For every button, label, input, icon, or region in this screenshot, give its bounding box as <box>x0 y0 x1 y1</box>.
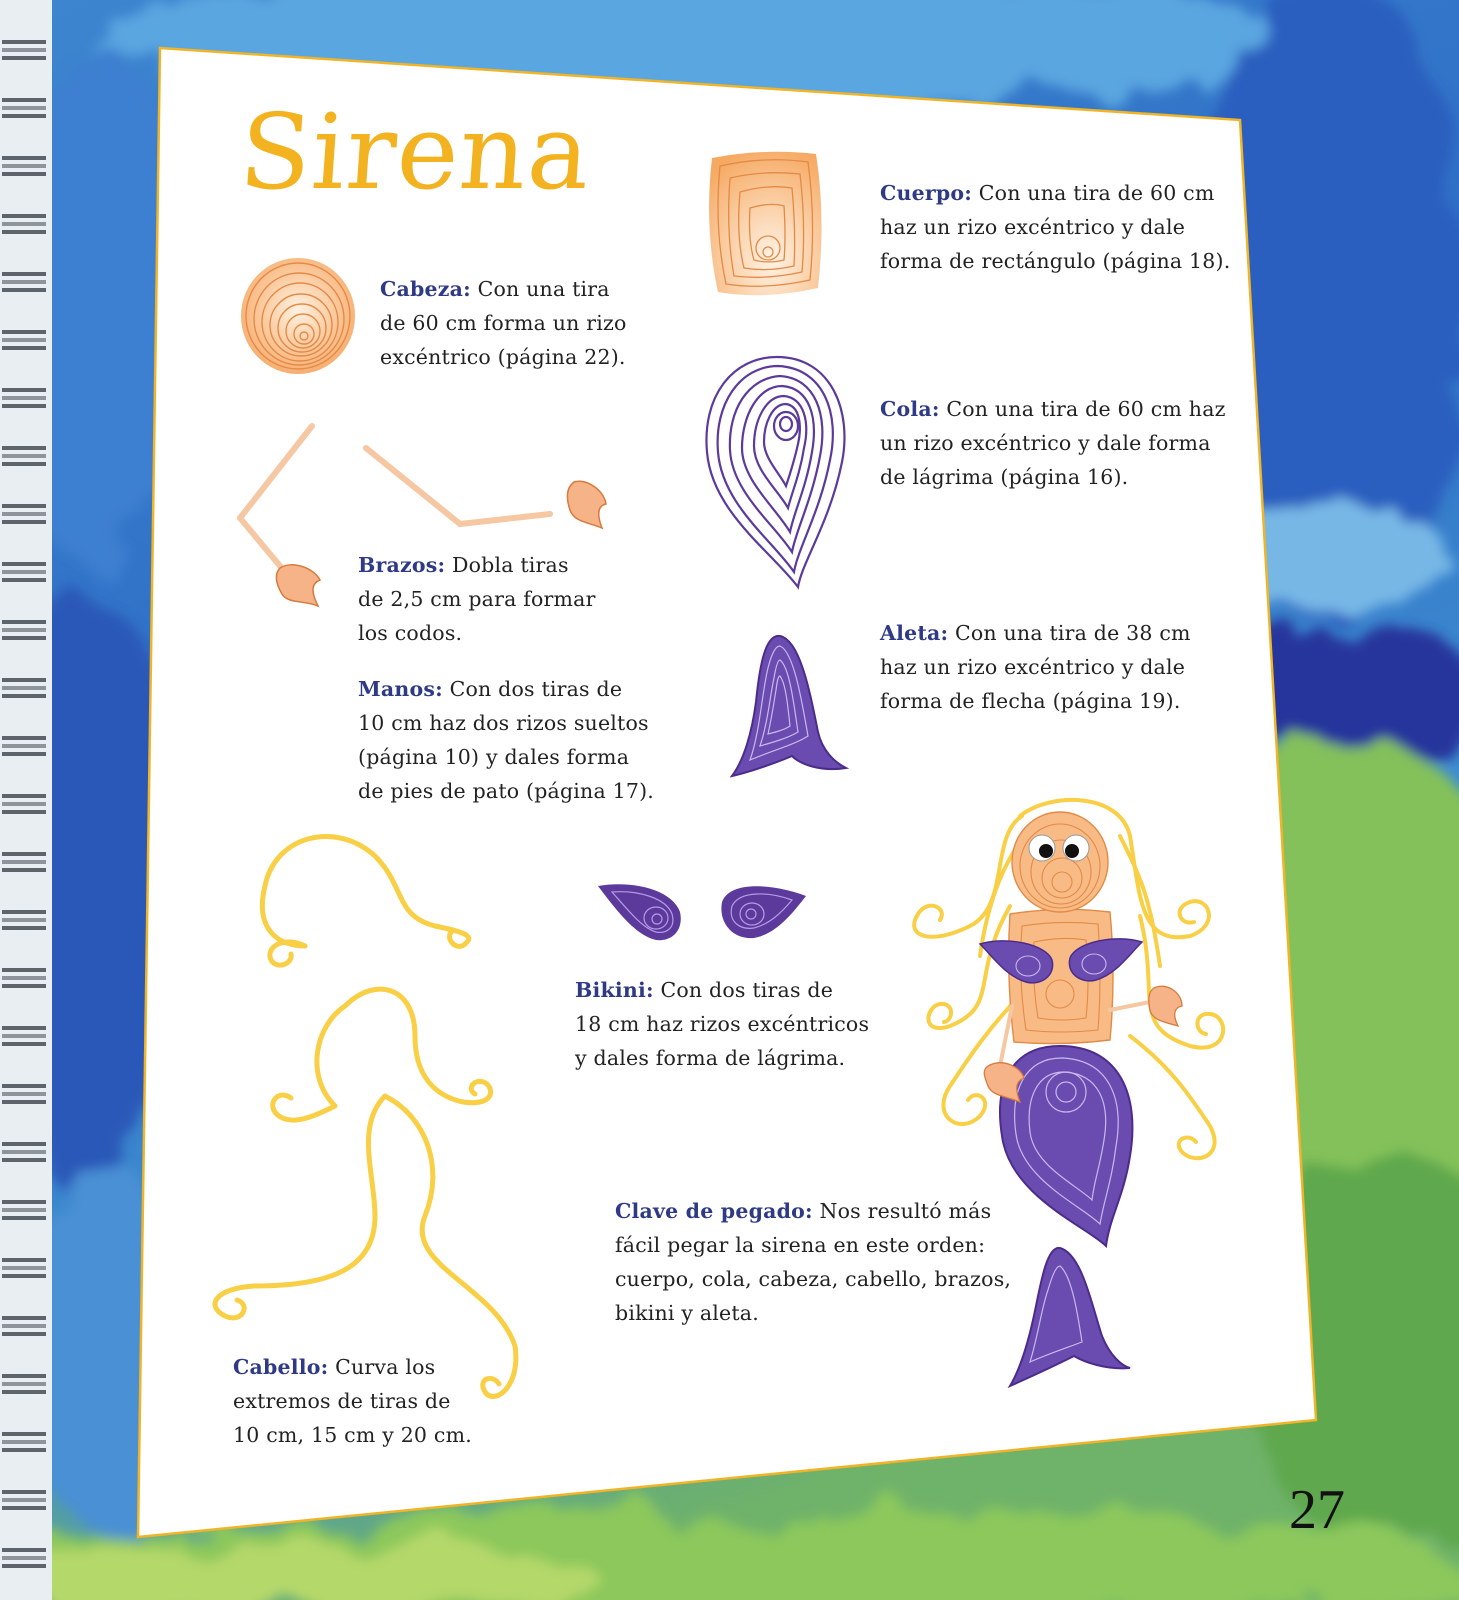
cuerpo-line-3: forma de rectángulo (página 18). <box>880 249 1231 273</box>
manos-line-3: (página 10) y dales forma <box>358 745 630 769</box>
bikini-line-3: y dales forma de lágrima. <box>575 1046 846 1070</box>
brazos-line-3: los codos. <box>358 621 463 645</box>
cuerpo-line-1: Con una tira de 60 cm <box>972 181 1215 205</box>
cabeza-text <box>380 272 627 374</box>
page-title: Sirena <box>235 91 596 213</box>
clave-label: Clave de pegado: <box>615 1199 813 1223</box>
page-number: 27 <box>1289 1479 1345 1541</box>
manos-text <box>358 672 654 808</box>
manos-line-2: 10 cm haz dos rizos sueltos <box>358 711 649 735</box>
cabeza-line-3: excéntrico (página 22). <box>380 345 626 369</box>
cola-line-2: un rizo excéntrico y dale forma <box>880 431 1211 455</box>
brazos-line-1: Dobla tiras <box>445 553 569 577</box>
manos-line-1: Con dos tiras de <box>442 677 623 701</box>
bikini-coils-image <box>594 880 810 946</box>
brazos-line-2: de 2,5 cm para formar <box>358 587 596 611</box>
cabello-line-3: 10 cm, 15 cm y 20 cm. <box>233 1423 472 1447</box>
clave-line-1: Nos resultó más <box>812 1199 992 1223</box>
cabello-line-2: extremos de tiras de <box>233 1389 451 1413</box>
cola-text <box>880 392 1226 494</box>
clave-line-2: fácil pegar la sirena en este orden: <box>615 1233 986 1257</box>
cuerpo-label: Cuerpo: <box>880 181 973 205</box>
tail-coil-image <box>702 352 852 592</box>
aleta-line-1: Con una tira de 38 cm <box>948 621 1191 645</box>
clave-line-3: cuerpo, cola, cabeza, cabello, brazos, <box>615 1267 1012 1291</box>
manos-label: Manos: <box>358 677 443 701</box>
aleta-line-2: haz un rizo excéntrico y dale <box>880 655 1186 679</box>
cola-line-1: Con una tira de 60 cm haz <box>939 397 1226 421</box>
brazos-text <box>358 548 596 650</box>
cuerpo-line-2: haz un rizo excéntrico y dale <box>880 215 1186 239</box>
cabeza-label: Cabeza: <box>380 277 471 301</box>
hair-strips-image <box>195 826 525 1436</box>
clave-line-4: bikini y aleta. <box>615 1301 759 1325</box>
clave-text <box>615 1194 1011 1330</box>
cabello-text <box>233 1350 472 1452</box>
fin-coil-image <box>730 632 850 780</box>
brazos-label: Brazos: <box>358 553 446 577</box>
head-coil-image <box>238 255 358 377</box>
cabello-label: Cabello: <box>233 1355 329 1379</box>
bikini-text <box>575 973 869 1075</box>
bikini-line-2: 18 cm haz rizos excéntricos <box>575 1012 870 1036</box>
body-coil-image <box>704 148 828 300</box>
cabeza-line-2: de 60 cm forma un rizo <box>380 311 627 335</box>
manos-line-4: de pies de pato (página 17). <box>358 779 654 803</box>
bikini-label: Bikini: <box>575 978 654 1002</box>
aleta-label: Aleta: <box>880 621 949 645</box>
aleta-line-3: forma de flecha (página 19). <box>880 689 1181 713</box>
cabello-line-1: Curva los <box>328 1355 436 1379</box>
cuerpo-text <box>880 176 1230 278</box>
cola-label: Cola: <box>880 397 940 421</box>
aleta-text <box>880 616 1191 718</box>
cola-line-3: de lágrima (página 16). <box>880 465 1129 489</box>
bikini-line-1: Con dos tiras de <box>653 978 834 1002</box>
cabeza-line-1: Con una tira <box>470 277 610 301</box>
